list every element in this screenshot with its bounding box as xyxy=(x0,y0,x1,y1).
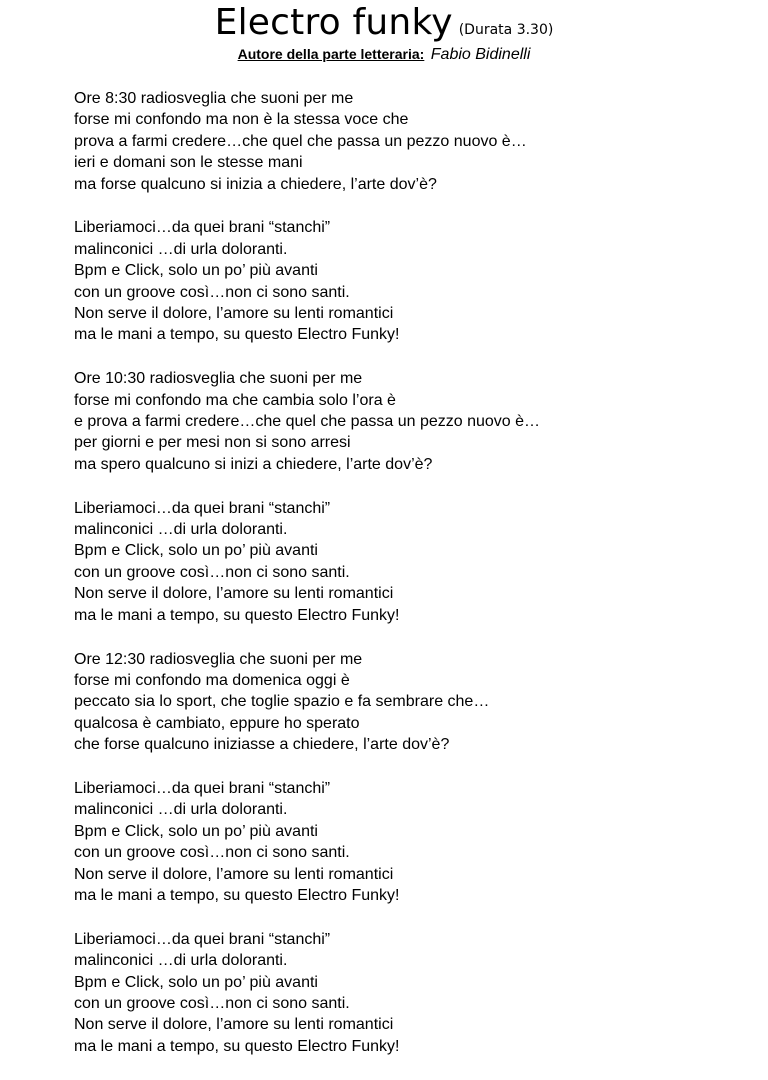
stanza-chorus-1 xyxy=(74,217,754,345)
lyric-line: Liberiamoci…da quei brani “stanchi” xyxy=(74,499,331,517)
lyric-line: Ore 10:30 radiosveglia che suoni per me xyxy=(74,370,363,388)
author-row xyxy=(0,46,768,64)
lyric-line: Bpm e Click, solo un po’ più avanti xyxy=(74,262,318,280)
lyric-line: malinconici …di urla doloranti. xyxy=(74,521,288,539)
stanza-chorus-4 xyxy=(74,929,754,1057)
lyric-line: Ore 8:30 radiosveglia che suoni per me xyxy=(74,90,354,107)
lyric-line: ieri e domani son le stesse mani xyxy=(74,154,303,172)
author-label: Autore della parte letteraria: xyxy=(237,46,425,62)
lyric-line: e prova a farmi credere…che quel che passa un pezzo nuovo è… xyxy=(74,413,541,431)
stanza-chorus-3 xyxy=(74,778,754,906)
title-row xyxy=(0,2,768,43)
lyric-line: ma le mani a tempo, su questo Electro Funky! xyxy=(74,606,400,624)
lyric-line: ma le mani a tempo, su questo Electro Funky! xyxy=(74,886,400,904)
lyric-line: Non serve il dolore, l’amore su lenti romantici xyxy=(74,1016,394,1034)
lyric-line: ma spero qualcuno si inizi a chiedere, l’arte dov’è? xyxy=(74,455,433,473)
lyric-line: che forse qualcuno iniziasse a chiedere, l’arte dov’è? xyxy=(74,736,450,754)
lyric-line: Bpm e Click, solo un po’ più avanti xyxy=(74,542,318,560)
stanza-verse-2 xyxy=(74,368,754,475)
lyric-line: malinconici …di urla doloranti. xyxy=(74,952,288,970)
lyric-line: Liberiamoci…da quei brani “stanchi” xyxy=(74,779,331,797)
lyric-line: con un groove così…non ci sono santi. xyxy=(74,994,350,1012)
lyric-line: Non serve il dolore, l’amore su lenti romantici xyxy=(74,305,394,323)
lyric-line: forse mi confondo ma che cambia solo l’ora è xyxy=(74,391,396,409)
lyric-line: peccato sia lo sport, che toglie spazio e fa sembrare che… xyxy=(74,693,490,711)
stanza-verse-1 xyxy=(74,88,754,195)
lyric-line: Liberiamoci…da quei brani “stanchi” xyxy=(74,219,331,237)
lyric-line: per giorni e per mesi non si sono arresi xyxy=(74,434,351,452)
lyric-line: Bpm e Click, solo un po’ più avanti xyxy=(74,822,318,840)
lyric-line: prova a farmi credere…che quel che passa un pezzo nuovo è… xyxy=(74,132,527,150)
lyric-line: malinconici …di urla doloranti. xyxy=(74,240,288,258)
stanza-chorus-2 xyxy=(74,498,754,626)
lyric-line: qualcosa è cambiato, eppure ho sperato xyxy=(74,714,360,732)
lyrics xyxy=(74,88,754,1080)
lyric-line: con un groove così…non ci sono santi. xyxy=(74,563,350,581)
stanza-verse-3 xyxy=(74,649,754,756)
lyric-line: ma le mani a tempo, su questo Electro Funky! xyxy=(74,326,400,344)
lyric-line: malinconici …di urla doloranti. xyxy=(74,801,288,819)
lyric-line: Bpm e Click, solo un po’ più avanti xyxy=(74,973,318,991)
song-duration: (Durata 3.30) xyxy=(458,22,554,38)
lyric-line: Non serve il dolore, l’amore su lenti romantici xyxy=(74,865,394,883)
lyric-line: con un groove così…non ci sono santi. xyxy=(74,844,350,862)
lyric-line: con un groove così…non ci sono santi. xyxy=(74,283,350,301)
lyric-line: ma le mani a tempo, su questo Electro Funky! xyxy=(74,1037,400,1055)
lyric-line: forse mi confondo ma domenica oggi è xyxy=(74,671,350,689)
author-name: Fabio Bidinelli xyxy=(430,46,531,63)
lyric-line: Liberiamoci…da quei brani “stanchi” xyxy=(74,930,331,948)
song-title: Electro funky xyxy=(214,2,453,43)
lyric-line: Non serve il dolore, l’amore su lenti romantici xyxy=(74,585,394,603)
lyric-line: ma forse qualcuno si inizia a chiedere, l’arte dov’è? xyxy=(74,175,437,193)
lyric-line: forse mi confondo ma non è la stessa voce che xyxy=(74,111,409,129)
lyric-line: Ore 12:30 radiosveglia che suoni per me xyxy=(74,650,363,668)
